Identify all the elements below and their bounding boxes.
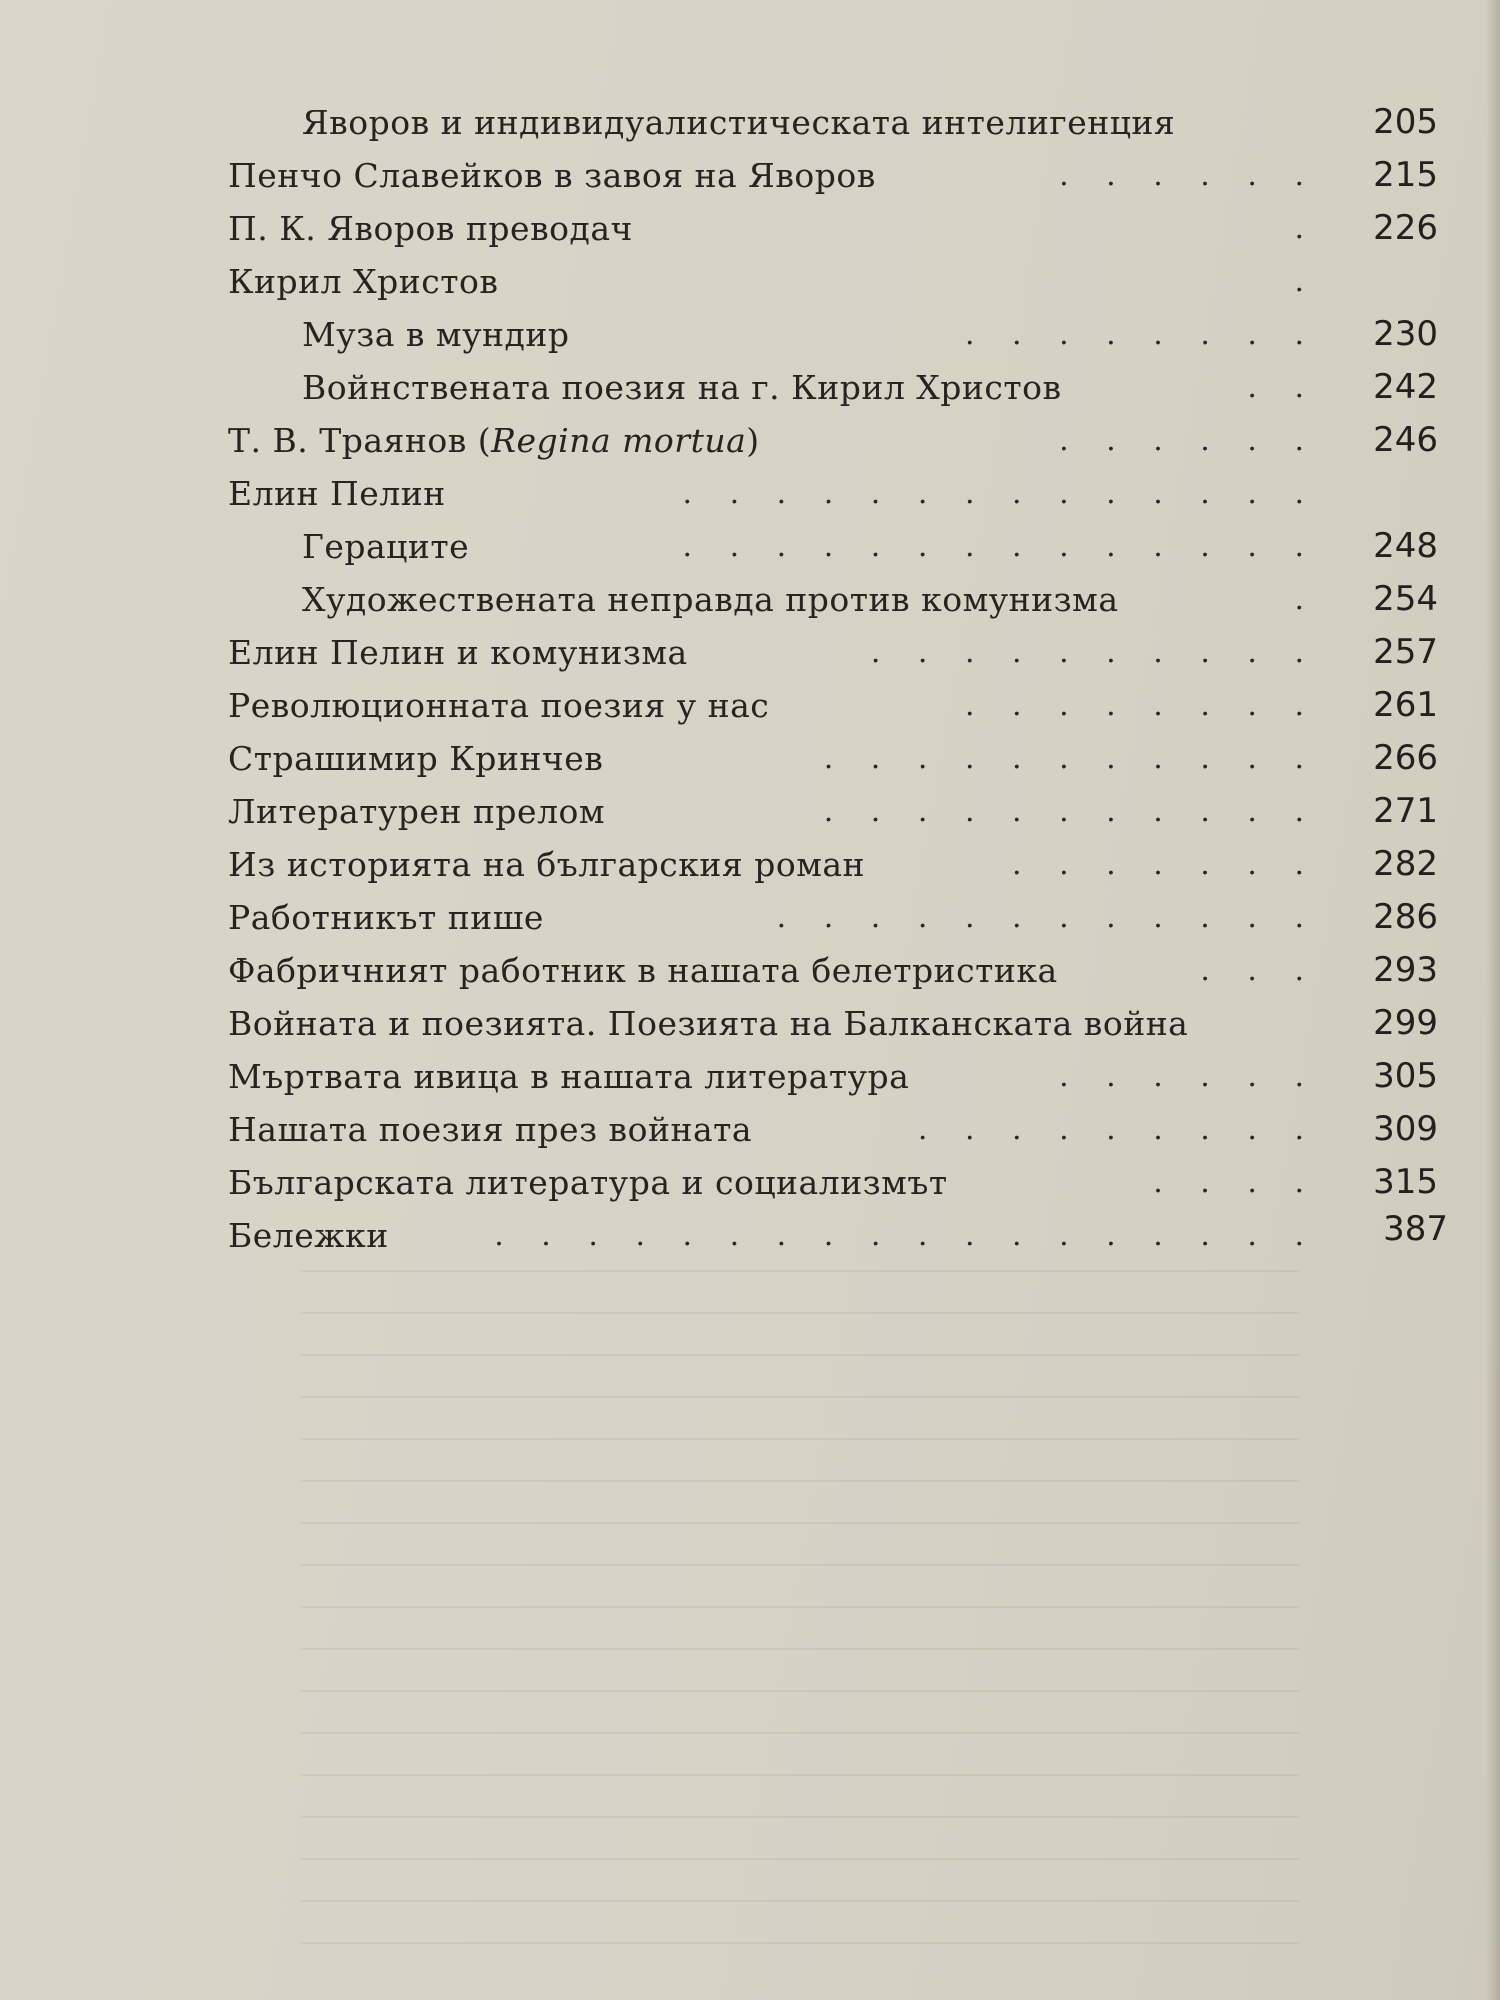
toc-entry — [228, 414, 1438, 467]
toc-entry — [228, 944, 1438, 997]
toc-entry-title: Кирил Христов — [228, 262, 499, 301]
toc-entry-title-italic: Regina mortua — [491, 421, 747, 460]
toc-dot-leader: . . . . . . — [1059, 423, 1318, 458]
toc-page-number: 266 — [1373, 738, 1438, 778]
toc-dot-leader: . . — [1247, 370, 1318, 405]
toc-entry-title: Из историята на българския роман — [228, 845, 866, 884]
toc-entry-title-part: Т. В. Траянов ( — [228, 421, 492, 460]
toc-entry — [228, 891, 1438, 944]
toc-dot-leader: . . . . . . . . . . . . . . . . . . — [494, 1218, 1318, 1253]
toc-page-number: 230 — [1373, 314, 1438, 354]
toc-entry — [228, 626, 1438, 679]
toc-dot-leader: . . . . . . . . . . . . — [776, 900, 1318, 935]
toc-entry — [228, 361, 1438, 414]
toc-entry-title: Елин Пелин — [228, 474, 446, 513]
toc-entry-title: Фабричният работник в нашата белетристика — [228, 951, 1058, 990]
toc-dot-leader: . . . . . . . . . . . . . . — [682, 529, 1318, 564]
toc-page-number: 271 — [1373, 791, 1438, 831]
toc-entry-title: Литературен прелом — [228, 792, 606, 831]
toc-entry-title: Гераците — [302, 527, 470, 566]
page-edge-shadow — [1486, 0, 1500, 2000]
toc-entry — [228, 1103, 1438, 1156]
toc-page-number: 286 — [1373, 897, 1438, 937]
toc-entry — [228, 308, 1438, 361]
toc-trailing-page-number: 387 — [1383, 1209, 1448, 1249]
toc-page-number: 309 — [1373, 1109, 1438, 1149]
toc-entry — [228, 1156, 1438, 1209]
toc-page-number: 248 — [1373, 526, 1438, 566]
toc-entry — [228, 255, 1438, 308]
toc-entry-title: Нашата поезия през войната — [228, 1110, 753, 1149]
toc-entry — [228, 1209, 1438, 1262]
toc-entry-title: Революционната поезия у нас — [228, 686, 770, 725]
toc-entry — [228, 520, 1438, 573]
toc-page-number: 205 — [1373, 102, 1438, 142]
toc-dot-leader: . — [1294, 264, 1318, 299]
toc-entry-title: Войната и поезията. Поезията на Балканската война — [228, 1004, 1189, 1043]
toc-page-number: 257 — [1373, 632, 1438, 672]
toc-dot-leader: . . . . . . . . — [964, 688, 1318, 723]
toc-page-number: 226 — [1373, 208, 1438, 248]
toc-dot-leader: . . . . . . . . . — [917, 1112, 1318, 1147]
toc-page-number: 293 — [1373, 950, 1438, 990]
toc-entry-title: Елин Пелин и комунизма — [228, 633, 688, 672]
toc-dot-leader: . . . . . . . . . . — [870, 635, 1318, 670]
toc-dot-leader: . — [1294, 582, 1318, 617]
toc-dot-leader: . . . . . . . . . . . — [823, 794, 1318, 829]
toc-dot-leader: . — [1294, 211, 1318, 246]
toc-page-number: 261 — [1373, 685, 1438, 725]
toc-entry — [228, 149, 1438, 202]
toc-dot-leader: . . . . . . . . . . . — [823, 741, 1318, 776]
bleed-through-texture — [300, 1270, 1300, 1970]
toc-dot-leader: . . . — [1200, 953, 1318, 988]
toc-entry — [228, 202, 1438, 255]
toc-entry-title: Мъртвата ивица в нашата литература — [228, 1057, 910, 1096]
toc-entry-title: Работникът пише — [228, 898, 544, 937]
toc-dot-leader: . . . . . . . . . . . . . . — [682, 476, 1318, 511]
table-of-contents — [228, 96, 1438, 1262]
toc-entry — [228, 785, 1438, 838]
toc-entry-title: Муза в мундир — [302, 315, 570, 354]
toc-entry — [228, 679, 1438, 732]
toc-entry-title: Войнствената поезия на г. Кирил Христов — [302, 368, 1062, 407]
toc-page-number: 254 — [1373, 579, 1438, 619]
toc-entry-title: Страшимир Кринчев — [228, 739, 604, 778]
toc-page-number: 315 — [1373, 1162, 1438, 1202]
toc-entry — [228, 573, 1438, 626]
toc-page-number: 282 — [1373, 844, 1438, 884]
toc-entry — [228, 96, 1438, 149]
toc-page-number: 215 — [1373, 155, 1438, 195]
toc-dot-leader: . . . . . . — [1059, 158, 1318, 193]
toc-entry-title-part: ) — [746, 421, 760, 460]
toc-dot-leader: . . . . . . . — [1012, 847, 1318, 882]
toc-entry — [228, 732, 1438, 785]
toc-entry — [228, 467, 1438, 520]
toc-entry-title — [228, 421, 760, 460]
toc-entry-title: Художествената неправда против комунизма — [302, 580, 1119, 619]
toc-dot-leader: . . . . — [1153, 1165, 1318, 1200]
toc-entry-title: Яворов и индивидуалистическата интелигенция — [302, 103, 1176, 142]
toc-entry-title: П. К. Яворов преводач — [228, 209, 633, 248]
toc-entry-title: Бележки — [228, 1216, 389, 1255]
toc-entry — [228, 1050, 1438, 1103]
toc-page-number: 246 — [1373, 420, 1438, 460]
toc-page-number: 299 — [1373, 1003, 1438, 1043]
toc-dot-leader: . . . . . . . . — [964, 317, 1318, 352]
toc-dot-leader: . . . . . . — [1059, 1059, 1318, 1094]
toc-entry — [228, 997, 1438, 1050]
toc-entry — [228, 838, 1438, 891]
toc-page-number: 305 — [1373, 1056, 1438, 1096]
toc-entry-title: Пенчо Славейков в завоя на Яворов — [228, 156, 876, 195]
toc-page-number: 242 — [1373, 367, 1438, 407]
toc-entry-title: Българската литература и социализмът — [228, 1163, 948, 1202]
